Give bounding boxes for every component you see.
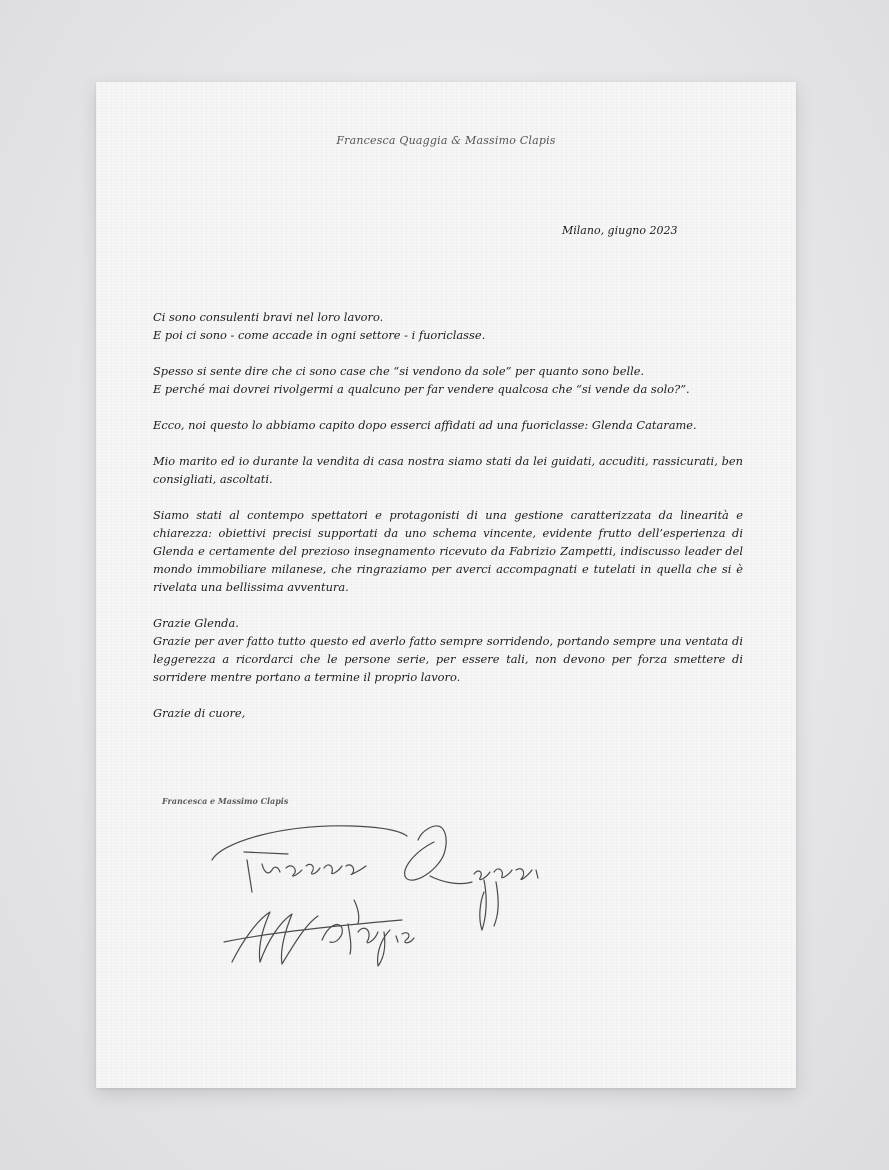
handwritten-signature <box>202 812 552 982</box>
paragraph-5: Siamo stati al contempo spettatori e protagonisti di una gestione caratterizzata da linearità e chiarezza: obiettivi precisi supportati da uno schema vincente, evidente frutto dell’esperienza di Glenda e certamente del prezioso insegnamento ricevuto da Fabrizio Zampetti, indiscusso leader del mondo immobiliare milanese, che ringraziamo per averci accompagnati e tutelati in quella che si è rivelata una bellissima avventura. <box>153 508 743 594</box>
paragraph-3: Ecco, noi questo lo abbiamo capito dopo esserci affidati ad una fuoriclasse: Glenda Catarame. <box>153 418 697 432</box>
signature-printed-names: Francesca e Massimo Clapis <box>162 796 289 806</box>
letter-body <box>153 308 743 722</box>
paragraph-6 <box>153 614 743 686</box>
paragraph-6-line-2: Grazie per aver fatto tutto questo ed averlo fatto sempre sorridendo, portando sempre una ventata di leggerezza a ricordarci che le persone serie, per essere tali, non devono per forza smettere di sorridere mentre portano a termine il proprio lavoro. <box>153 634 743 684</box>
paragraph-6-line-1: Grazie Glenda. <box>153 616 239 630</box>
paragraph-4: Mio marito ed io durante la vendita di casa nostra siamo stati da lei guidati, accuditi, rassicurati, ben consigliati, ascoltati. <box>153 454 743 486</box>
paragraph-2-line-1: Spesso si sente dire che ci sono case che “si vendono da sole” per quanto sono belle. <box>153 364 645 378</box>
paragraph-1-line-1: Ci sono consulenti bravi nel loro lavoro. <box>153 310 384 324</box>
letter-paper <box>96 82 796 1088</box>
paragraph-1 <box>153 308 743 344</box>
letterhead: Francesca Quaggia & Massimo Clapis <box>336 134 556 147</box>
paragraph-2-line-2: E perché mai dovrei rivolgermi a qualcuno per far vendere qualcosa che “si vende da solo?”. <box>153 382 690 396</box>
paragraph-2 <box>153 362 743 398</box>
closing-line: Grazie di cuore, <box>153 706 246 720</box>
paragraph-1-line-2: E poi ci sono - come accade in ogni settore - i fuoriclasse. <box>153 328 486 342</box>
date-line: Milano, giugno 2023 <box>562 224 678 237</box>
